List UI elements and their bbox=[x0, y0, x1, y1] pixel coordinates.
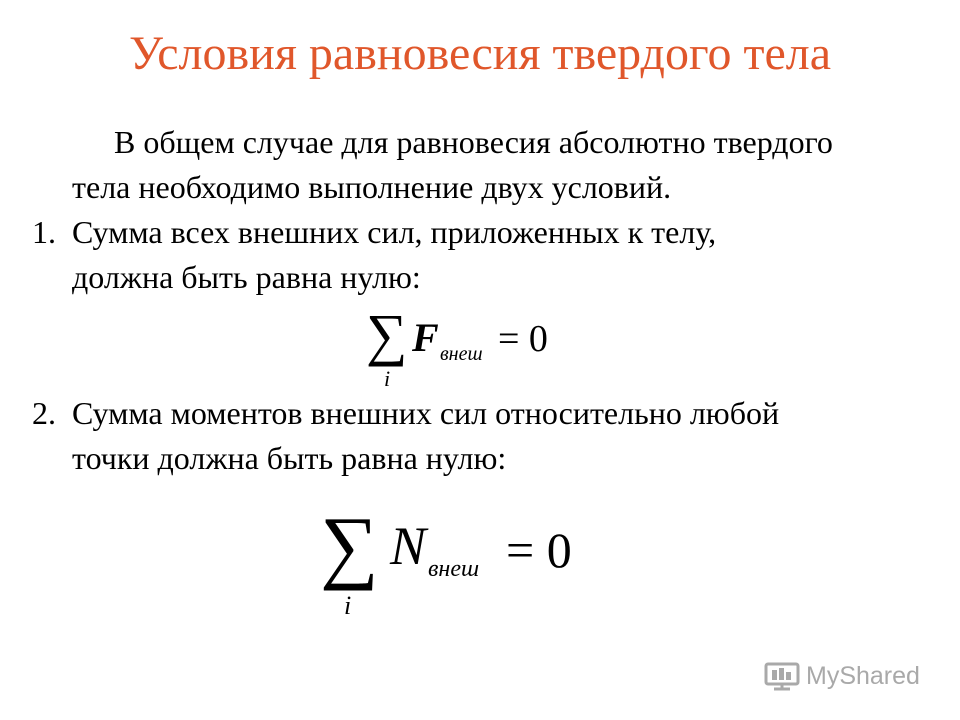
slide-title: Условия равновесия твердого тела bbox=[129, 27, 831, 80]
list-item-1-line-1: Сумма всех внешних сил, приложенных к телу, bbox=[72, 214, 717, 250]
formula-subscript: внеш bbox=[428, 556, 480, 582]
formula-moment-sum bbox=[318, 500, 598, 625]
formula-force-sum bbox=[364, 302, 564, 396]
watermark-text: MyShared bbox=[806, 661, 920, 690]
presentation-logo-icon bbox=[764, 661, 800, 691]
formula-variable: N bbox=[390, 516, 427, 576]
intro-line-2: тела необходимо выполнение двух условий. bbox=[72, 169, 672, 205]
list-item-2-line-2: точки должна быть равна нулю: bbox=[72, 440, 507, 476]
sum-index: i bbox=[384, 366, 391, 391]
formula-subscript: внеш bbox=[440, 343, 483, 365]
intro-line-1: В общем случае для равновесия абсолютно твердого bbox=[114, 124, 833, 160]
sum-index: i bbox=[344, 591, 352, 620]
list-item-1-line-2: должна быть равна нулю: bbox=[72, 259, 421, 295]
formula-variable: F bbox=[412, 315, 439, 360]
list-number-1: 1. bbox=[32, 214, 56, 250]
sum-symbol: ∑ bbox=[366, 302, 408, 367]
list-item-2-line-1: Сумма моментов внешних сил относительно любой bbox=[72, 395, 780, 431]
list-number-2: 2. bbox=[32, 395, 56, 431]
formula-rhs: = 0 bbox=[498, 318, 548, 360]
watermark[interactable] bbox=[764, 656, 944, 696]
formula-rhs: = 0 bbox=[506, 522, 572, 578]
sum-symbol: ∑ bbox=[320, 500, 379, 591]
